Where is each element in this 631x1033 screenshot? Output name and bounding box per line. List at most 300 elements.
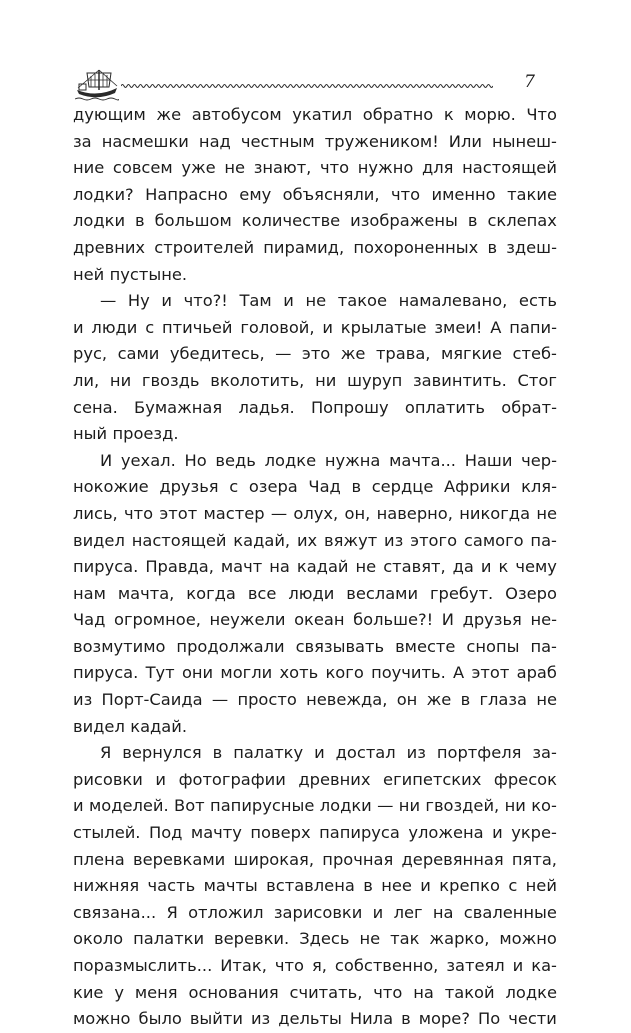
word: неужели	[209, 610, 286, 630]
word: морю.	[464, 105, 516, 124]
word: никогда	[459, 503, 531, 523]
word: птичьей	[161, 317, 233, 337]
word: головой,	[240, 317, 315, 337]
text-line	[73, 208, 557, 235]
word: озера	[248, 477, 298, 497]
word: мачта...	[389, 450, 456, 470]
word: когда	[186, 583, 236, 603]
word: около	[73, 929, 124, 949]
word: из	[73, 690, 93, 710]
word: Итак,	[220, 956, 267, 975]
word: древних	[73, 237, 146, 257]
word: кадай.	[130, 716, 188, 736]
word: —	[270, 503, 288, 523]
word: хоть	[279, 663, 319, 683]
word: ко-	[531, 796, 557, 816]
text-line	[73, 953, 557, 980]
word: веревками	[132, 849, 226, 869]
word: нынеш-	[492, 131, 557, 151]
word: в	[467, 211, 478, 231]
text-line	[73, 182, 557, 209]
word: он,	[344, 503, 371, 523]
word: за-	[532, 743, 557, 763]
word: часть	[147, 876, 196, 896]
word: прочная	[322, 849, 394, 869]
word: гвоздь	[141, 370, 200, 390]
word: к	[443, 105, 454, 124]
word: к	[498, 557, 509, 577]
word: основания	[188, 982, 279, 1002]
word: достал	[335, 743, 396, 763]
word: фотографии	[178, 769, 286, 789]
text-line	[73, 926, 557, 953]
word: поверх	[250, 823, 311, 843]
word: веревки.	[214, 929, 290, 949]
word: И	[100, 450, 113, 470]
word: чер-	[521, 450, 557, 470]
word: отложил	[188, 902, 264, 922]
word: А	[453, 663, 465, 683]
word: море?	[418, 1009, 470, 1029]
word: и	[155, 769, 166, 789]
word: завинтить.	[413, 370, 507, 390]
word: не	[536, 503, 557, 523]
word: можно	[73, 1009, 131, 1029]
word: веслами	[346, 583, 419, 603]
word: ней	[525, 876, 557, 896]
word: они	[181, 663, 214, 683]
word: что	[373, 982, 403, 1002]
word: Озеро	[505, 583, 557, 603]
word: и	[322, 317, 333, 337]
word: такой	[444, 982, 495, 1002]
word: сердце	[371, 477, 434, 497]
word: А	[490, 317, 502, 337]
word: Нила	[349, 1009, 394, 1029]
text-line	[73, 395, 557, 422]
word: Чад	[308, 477, 341, 497]
word: в	[460, 690, 471, 710]
word: вколотить,	[210, 370, 305, 390]
text-line	[73, 660, 557, 687]
word: с	[145, 317, 155, 337]
word: па-	[530, 636, 557, 656]
text-line	[73, 554, 557, 581]
word: не	[305, 291, 327, 311]
word: рус,	[73, 344, 108, 364]
word: шуруп	[347, 370, 403, 390]
word: гвоздей,	[425, 796, 500, 816]
word: могли	[220, 663, 273, 683]
word: связывать	[295, 636, 385, 656]
text-line	[73, 767, 557, 794]
word: дующим	[73, 105, 146, 124]
page-number: 7	[524, 72, 535, 92]
word: лодке	[264, 450, 317, 470]
word: выйти	[189, 1009, 243, 1029]
text-line	[73, 102, 557, 129]
text-line	[73, 528, 557, 555]
word: фресок	[493, 769, 557, 789]
word: было	[138, 1009, 182, 1029]
text-line	[73, 740, 557, 767]
word: и	[492, 823, 503, 843]
word: мягкие	[440, 344, 503, 364]
word: И	[441, 610, 454, 630]
word: тружеником!	[324, 131, 439, 151]
word: в	[363, 876, 373, 896]
word: укатил	[292, 105, 353, 124]
word: мачт	[220, 557, 263, 577]
word: и	[314, 743, 325, 763]
word: на	[432, 902, 454, 922]
word: что	[390, 184, 421, 204]
word: Стог	[517, 370, 557, 390]
text-line	[73, 687, 557, 714]
word: в	[487, 237, 498, 257]
word: этот	[159, 503, 198, 523]
word: Правда,	[145, 557, 214, 577]
word: можно	[499, 929, 557, 949]
text-line	[73, 900, 557, 927]
word: именно	[431, 184, 496, 204]
word: для	[422, 158, 454, 178]
word: наверно,	[376, 503, 453, 523]
word: пируса.	[73, 557, 139, 577]
word: поразмыслить...	[73, 956, 213, 975]
word: на	[269, 557, 290, 577]
word: самого	[463, 530, 524, 550]
word: лодки	[73, 211, 126, 231]
word: ли,	[73, 370, 100, 390]
text-line	[73, 1006, 557, 1033]
word: зарисовки	[273, 902, 363, 922]
word: за	[73, 131, 92, 151]
word: ни	[109, 370, 132, 390]
word: уже	[181, 158, 216, 178]
text-line	[73, 262, 557, 289]
word: мачты	[203, 876, 258, 896]
word: па-	[530, 530, 557, 550]
word: По	[477, 1009, 501, 1029]
word: ка-	[531, 956, 557, 975]
word: ведь	[215, 450, 256, 470]
word: Попрошу	[310, 397, 389, 417]
text-line	[73, 288, 557, 315]
text-line	[73, 421, 557, 448]
word: с	[229, 477, 239, 497]
ship-icon	[75, 68, 119, 102]
text-line	[73, 448, 557, 475]
word: поучить.	[371, 663, 446, 683]
word: Здесь	[299, 929, 350, 949]
word: Африки	[444, 477, 511, 497]
word: и	[420, 876, 431, 896]
word: их	[296, 530, 318, 550]
word: моделей.	[88, 796, 169, 816]
word: настоящей	[131, 530, 227, 550]
word: из	[406, 743, 426, 763]
word: проезд.	[112, 424, 179, 444]
word: оплатить	[404, 397, 486, 417]
word: олух,	[293, 503, 339, 523]
word: настоящей	[462, 158, 557, 178]
word: нам	[73, 583, 106, 603]
word: автобусом	[191, 105, 282, 124]
word: нужна	[324, 450, 381, 470]
text-line	[73, 820, 557, 847]
word: меня	[134, 982, 178, 1002]
word: лег	[393, 902, 423, 922]
word: не-	[530, 610, 557, 630]
word: обратно	[362, 105, 434, 124]
text-line	[73, 714, 557, 741]
word: не	[359, 929, 381, 949]
word: —	[377, 796, 394, 816]
word: портфеля	[436, 743, 522, 763]
word: объясняли,	[282, 184, 380, 204]
word: честным	[240, 131, 315, 151]
word: просто	[237, 690, 297, 710]
word: крепко	[439, 876, 500, 896]
word: не	[224, 158, 246, 178]
word: змеи!	[434, 317, 483, 337]
word: нее	[381, 876, 412, 896]
word: в	[351, 477, 362, 497]
word: не	[536, 690, 557, 710]
text-line	[73, 634, 557, 661]
word: ни	[315, 370, 337, 390]
text-line	[73, 315, 557, 342]
text-line	[73, 501, 557, 528]
word: на	[413, 982, 434, 1002]
word: кадай,	[233, 530, 291, 550]
word: чему	[515, 557, 557, 577]
word: ни	[398, 796, 421, 816]
word: ние	[73, 158, 105, 178]
word: палатку	[233, 743, 304, 763]
word: и	[161, 291, 172, 311]
word: продолжали	[176, 636, 285, 656]
word: насмешки	[101, 131, 189, 151]
word: ставят,	[383, 557, 446, 577]
word: нужно	[357, 158, 414, 178]
word: араб	[516, 663, 557, 683]
word: же	[426, 690, 452, 710]
word: в	[401, 1009, 411, 1029]
word: такие	[507, 184, 557, 204]
text-line	[73, 235, 557, 262]
word: похороненных	[353, 237, 479, 257]
word: Вот	[174, 796, 205, 816]
word: стеб-	[512, 344, 557, 364]
word: что	[274, 956, 304, 975]
word: Чад	[73, 610, 106, 630]
word: трава,	[375, 344, 431, 364]
wave-divider	[121, 80, 493, 92]
word: этого	[410, 530, 458, 550]
text-line	[73, 474, 557, 501]
word: есть	[518, 291, 557, 311]
running-header	[75, 68, 555, 104]
word: плена	[73, 849, 125, 869]
word: Порт-Саида	[101, 690, 203, 710]
word: сваленные	[463, 902, 557, 922]
word: и	[283, 291, 294, 311]
word: склепах	[487, 211, 557, 231]
word: уехал.	[120, 450, 176, 470]
word: кадай	[296, 557, 349, 577]
word: ней	[73, 264, 105, 284]
word: изображены	[350, 211, 458, 231]
word: лодки	[319, 796, 372, 816]
word: не	[355, 557, 377, 577]
word: Там	[239, 291, 272, 311]
word: папируса	[319, 823, 400, 843]
word: дельты	[278, 1009, 342, 1029]
word: папирусные	[210, 796, 315, 816]
word: лись,	[73, 503, 118, 523]
word: гребут.	[429, 583, 494, 603]
word: ему	[239, 184, 272, 204]
word: что	[124, 503, 154, 523]
word: вставлена	[266, 876, 355, 896]
word: мачта,	[117, 583, 175, 603]
word: ладья.	[238, 397, 295, 417]
word: здеш-	[506, 237, 557, 257]
word: друзья	[159, 477, 219, 497]
word: и	[372, 902, 384, 922]
text-line	[73, 129, 557, 156]
word: количестве	[241, 211, 341, 231]
word: —	[211, 690, 229, 710]
word: считать,	[289, 982, 363, 1002]
word: собственно,	[334, 956, 439, 975]
word: Напрасно	[145, 184, 228, 204]
word: Что	[526, 105, 557, 124]
word: обрат-	[501, 397, 557, 417]
word: мастер	[203, 503, 265, 523]
word: да	[452, 557, 474, 577]
word: же	[340, 344, 366, 364]
word: так	[390, 929, 420, 949]
word: и	[512, 956, 524, 975]
word: ни	[504, 796, 526, 816]
word: видел	[73, 530, 125, 550]
word: этот	[471, 663, 510, 683]
word: снопы	[466, 636, 520, 656]
word: пустыне.	[109, 264, 188, 284]
word: чести	[508, 1009, 557, 1029]
word: вместе	[395, 636, 456, 656]
word: кля-	[521, 477, 557, 497]
word: у	[114, 982, 124, 1002]
word: Наши	[464, 450, 513, 470]
word: кого	[325, 663, 364, 683]
word: вернулся	[122, 743, 202, 763]
word: друзья	[462, 610, 522, 630]
word: нижняя	[73, 876, 140, 896]
word: намалевано,	[398, 291, 508, 311]
word: что	[320, 158, 350, 178]
word: укре-	[511, 823, 557, 843]
word: затеял	[446, 956, 505, 975]
word: из	[250, 1009, 271, 1029]
word: Под	[148, 823, 183, 843]
word: в	[135, 211, 145, 231]
word: —	[100, 291, 117, 311]
text-line	[73, 980, 557, 1007]
word: больше?!	[353, 610, 434, 630]
word: широкая,	[233, 849, 315, 869]
word: —	[275, 344, 292, 364]
text-line	[73, 847, 557, 874]
word: это	[301, 344, 331, 364]
word: Я	[100, 743, 112, 763]
word: Я	[166, 902, 178, 922]
word: что?!	[183, 291, 228, 311]
word: в	[212, 743, 223, 763]
word: древних	[298, 769, 371, 789]
word: сами	[117, 344, 160, 364]
word: Тут	[145, 663, 175, 683]
word: и	[73, 796, 84, 816]
word: огромное,	[114, 610, 201, 630]
text-line	[73, 341, 557, 368]
word: знают,	[253, 158, 312, 178]
word: сена.	[73, 397, 118, 417]
word: из	[384, 530, 404, 550]
word: я,	[311, 956, 327, 975]
text-line	[73, 155, 557, 182]
word: все	[247, 583, 277, 603]
body-text	[73, 102, 557, 1033]
word: океан	[294, 610, 345, 630]
word: и	[480, 557, 492, 577]
text-line	[73, 368, 557, 395]
word: видел	[73, 716, 125, 736]
word: нокожие	[73, 477, 149, 497]
word: Или	[448, 131, 482, 151]
text-line	[73, 873, 557, 900]
word: крылатые	[340, 317, 427, 337]
word: лодки?	[73, 184, 134, 204]
word: кие	[73, 982, 104, 1002]
word: жарко,	[429, 929, 490, 949]
word: деревянная	[401, 849, 504, 869]
text-line	[73, 793, 557, 820]
word: большом	[154, 211, 232, 231]
word: возмутимо	[73, 636, 166, 656]
word: пируса.	[73, 663, 139, 683]
word: с	[508, 876, 518, 896]
word: строителей	[154, 237, 255, 257]
word: над	[198, 131, 231, 151]
text-line	[73, 581, 557, 608]
word: мачту	[190, 823, 242, 843]
word: пята,	[511, 849, 557, 869]
word: египетских	[383, 769, 482, 789]
word: Но	[184, 450, 207, 470]
word: палатки	[133, 929, 205, 949]
word: он	[396, 690, 418, 710]
word: рисовки	[73, 769, 143, 789]
word: Ну	[127, 291, 150, 311]
word: глаза	[479, 690, 528, 710]
word: пирамид,	[263, 237, 345, 257]
word: совсем	[112, 158, 173, 178]
word: папи-	[509, 317, 557, 337]
